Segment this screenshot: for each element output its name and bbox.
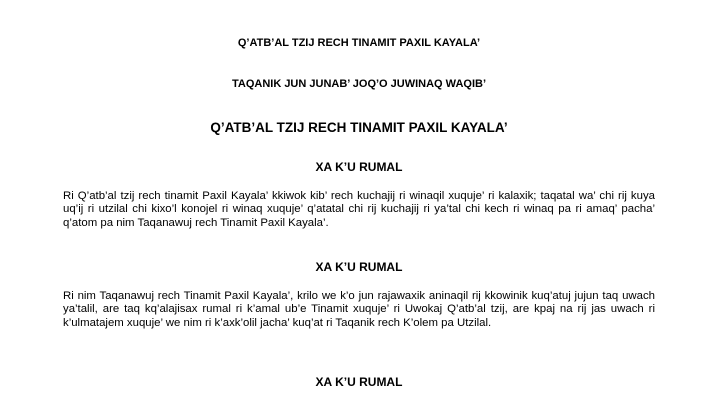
- section-heading-2: XA K’U RUMAL: [315, 260, 403, 274]
- section-heading-3: XA K’U RUMAL: [315, 375, 403, 389]
- header-line-2: TAQANIK JUN JUNAB’ JOQ’O JUWINAQ WAQIB’: [231, 78, 487, 90]
- document-title: Q’ATB’AL TZIJ RECH TINAMIT PAXIL KAYALA’: [210, 120, 508, 135]
- section-paragraph-2: Ri nim Taqanawuj rech Tinamit Paxil Kayala’, krilo we k’o jun rajawaxik aninaqil rij kkowinik kuq’atuj jujun taq uwach ya’talil, are taq kq’alajisax rumal ri k’amal ub’e Tinamit xuquje’ ri Uwokaj Q’atb’al tzij, are kpaj na rij jas uwach ri k’ulmatajem xuquje’ we nim ri k’axk’olil jacha’ kuq’at ri Taqanik rech K’olem pa Utzilal.: [63, 290, 655, 329]
- section-heading-1: XA K’U RUMAL: [315, 160, 403, 174]
- section-paragraph-1: Ri Q’atb’al tzij rech tinamit Paxil Kayala’ kkiwok kib’ rech kuchajij ri winaqil xuquje’ ri kalaxik; taqatal wa’ chi rij kuya uq’ij ri utzilal chi kixo’l konojel ri winaq xuquje’ q’atatal chi rij kuchajij ri ya’tal chi kech ri winaq pa ri amaq’ pacha’ q’atom pa nim Taqanawuj rech Tinamit Paxil Kayala’.: [63, 190, 655, 229]
- header-line-1: Q’ATB’AL TZIJ RECH TINAMIT PAXIL KAYALA’: [237, 37, 481, 49]
